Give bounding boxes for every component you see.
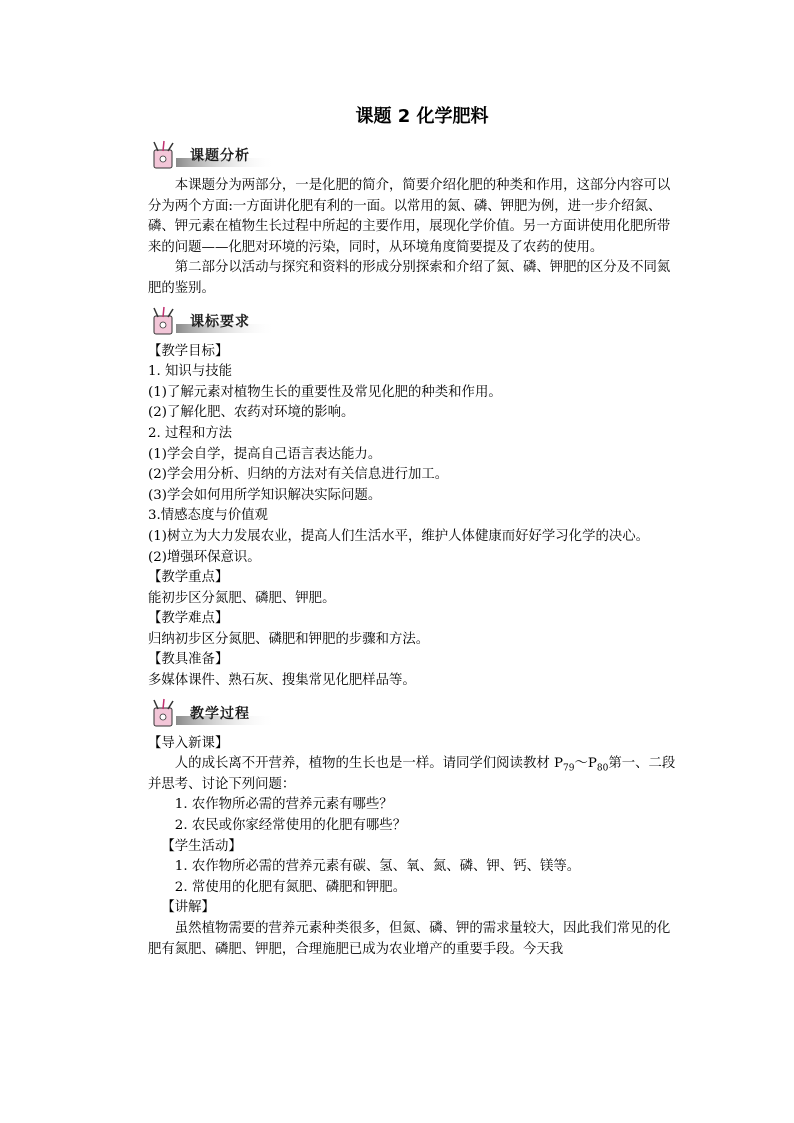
intro-text-a: 人的成长离不开营养，植物的生长也是一样。请同学们阅读教材 P	[174, 756, 563, 772]
intro-text-mid: ～P	[574, 756, 597, 772]
goal-process-b: (2)学会用分析、归纳的方法对有关信息进行加工。	[148, 467, 449, 483]
section-badge-process	[148, 698, 676, 730]
goal-process: 2. 过程和方法	[148, 425, 232, 441]
goal-attitude-b: (2)增强环保意识。	[148, 549, 261, 565]
question-1: 1. 农作物所必需的营养元素有哪些？	[174, 797, 393, 813]
page-title: 课题 2 化学肥料	[355, 106, 489, 127]
intro-heading: 【导入新课】	[148, 735, 229, 751]
section-badge-analysis	[148, 140, 676, 172]
key-points-heading: 【教学重点】	[148, 570, 229, 586]
analysis-paragraph-2: 第二部分以活动与探究和资料的形成分别探索和介绍了氮、磷、钾肥的区分及不同氮肥的鉴别。	[148, 260, 671, 296]
student-answer-2: 2. 常使用的化肥有氮肥、磷肥和钾肥。	[174, 879, 407, 895]
difficulty: 归纳初步区分氮肥、磷肥和钾肥的步骤和方法。	[148, 631, 430, 647]
goal-knowledge: 1. 知识与技能	[148, 364, 232, 380]
goal-attitude-a: (1)树立为大力发展农业，提高人们生活水平，维护人体健康而好好学习化学的决心。	[148, 528, 650, 544]
goal-knowledge-a: (1)了解元素对植物生长的重要性及常见化肥的种类和作用。	[148, 384, 502, 400]
key-points: 能初步区分氮肥、磷肥、钾肥。	[148, 590, 336, 606]
section-label-standards: 课标要求	[190, 313, 250, 330]
page-subscript-80: 80	[596, 763, 609, 774]
section-label-process: 教学过程	[190, 705, 250, 722]
student-answer-1: 1. 农作物所必需的营养元素有碳、氢、氧、氮、磷、钾、钙、镁等。	[174, 859, 581, 875]
goal-process-a: (1)学会自学，提高自己语言表达能力。	[148, 446, 382, 462]
goal-knowledge-b: (2)了解化肥、农药对环境的影响。	[148, 405, 355, 421]
goal-attitude: 3.情感态度与价值观	[148, 508, 268, 524]
tools: 多媒体课件、熟石灰、搜集常见化肥样品等。	[148, 673, 416, 689]
section-badge-standards	[148, 306, 676, 338]
tools-heading: 【教具准备】	[148, 652, 229, 668]
intro-paragraph	[148, 754, 676, 795]
section-label-analysis: 课题分析	[190, 148, 250, 164]
goals-heading: 【教学目标】	[148, 343, 229, 359]
question-2: 2. 农民或你家经常使用的化肥有哪些？	[174, 818, 407, 834]
analysis-paragraph-1: 本课题分为两部分，一是化肥的简介，简要介绍化肥的种类和作用，这部分内容可以分为两个方面:一方面讲化肥有利的一面。以常用的氮、磷、钾肥为例，进一步介绍氮、磷、钾元素在植物生长过程中所起的主要作用，展现化学价值。另一方面讲使用化肥所带来的问题——化肥对环境的污染，同时，从环境角度简要提及了农药的使用。	[148, 178, 671, 255]
student-activity-heading: 【学生活动】	[161, 838, 242, 854]
difficulty-heading: 【教学难点】	[148, 611, 229, 627]
document-content	[148, 100, 676, 960]
page-subscript-79: 79	[563, 763, 575, 774]
intro-text-b: 第一、二段并思考、讨论下列问题：	[148, 756, 676, 792]
goal-process-c: (3)学会如何用所学知识解决实际问题。	[148, 487, 382, 503]
explain-heading: 【讲解】	[161, 900, 215, 916]
explain-paragraph: 虽然植物需要的营养元素种类很多，但氮、磷、钾的需求量较大，因此我们常见的化肥有氮肥、磷肥、钾肥，合理施肥已成为农业增产的重要手段。今天我	[148, 921, 671, 957]
